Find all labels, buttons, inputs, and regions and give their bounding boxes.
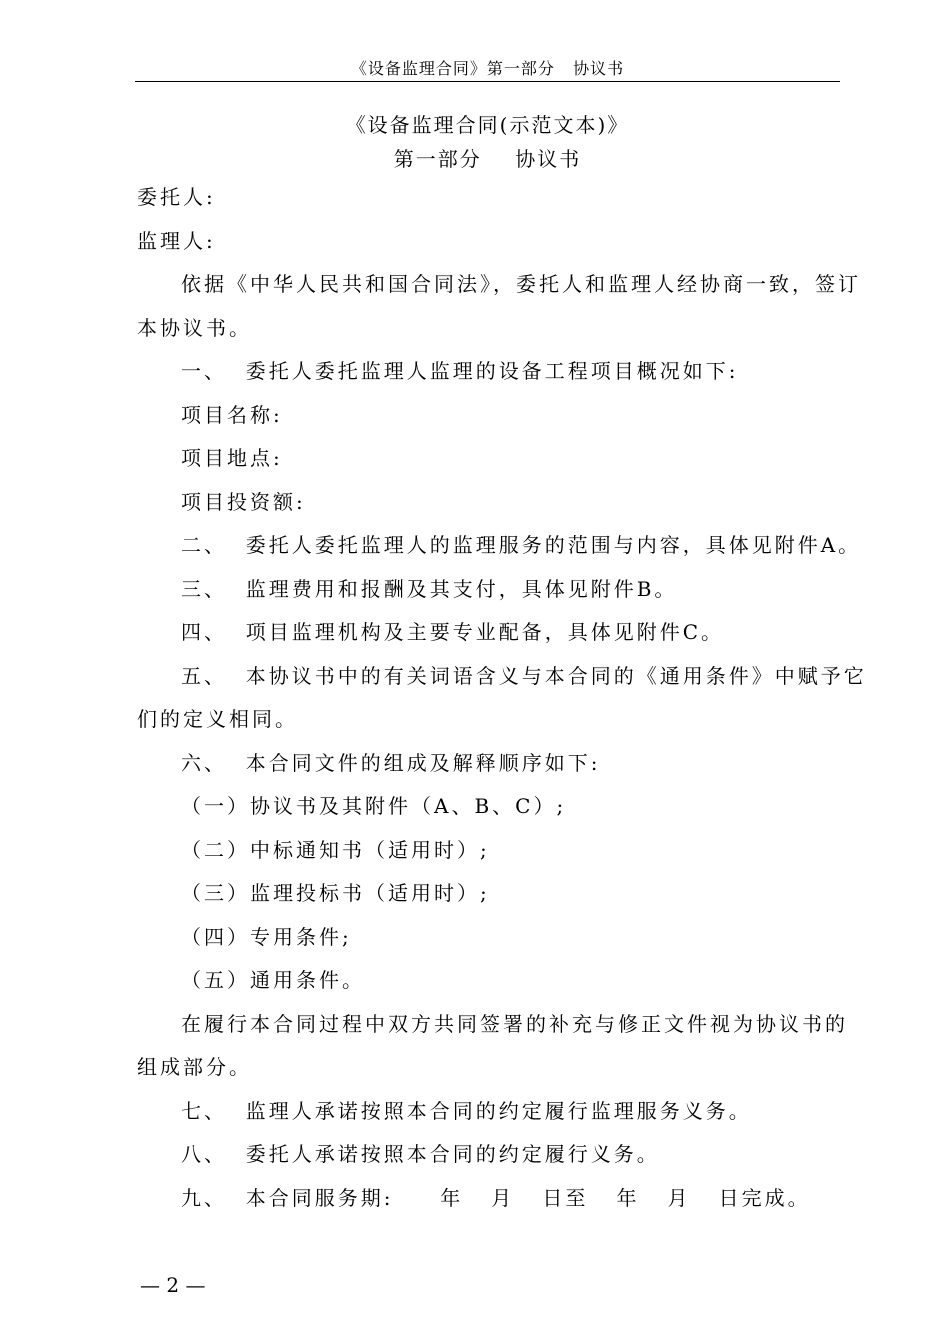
page-number: — 2 — [140, 1273, 206, 1297]
clause-4: 四、 项目监理机构及主要专业配备，具体见附件C。 [181, 620, 725, 644]
document-title: 《设备监理合同(示范文本)》 [345, 113, 630, 137]
document-list-item-4: （四）专用条件; [181, 925, 352, 949]
clause-5-line-1: 五、 本协议书中的有关词语含义与本合同的《通用条件》中赋予它 [181, 664, 867, 688]
supplement-paragraph-line-2: 组成部分。 [137, 1055, 252, 1079]
supplement-paragraph-line-1: 在履行本合同过程中双方共同签署的补充与修正文件视为协议书的 [181, 1012, 848, 1036]
project-location-label: 项目地点: [181, 446, 283, 470]
client-label: 委托人: [137, 185, 216, 209]
document-list-item-2: （二）中标通知书（适用时）; [181, 838, 490, 862]
supervisor-label: 监理人: [137, 229, 216, 253]
document-list-item-1: （一）协议书及其附件（A、B、C）; [181, 794, 567, 818]
clause-3: 三、 监理费用和报酬及其支付，具体见附件B。 [181, 577, 678, 601]
document-list-item-3: （三）监理投标书（适用时）; [181, 881, 490, 905]
clause-2: 二、 委托人委托监理人的监理服务的范围与内容，具体见附件A。 [181, 533, 862, 557]
running-header: 《设备监理合同》第一部分 协议书 [350, 59, 625, 78]
clause-5-line-2: 们的定义相同。 [137, 707, 298, 731]
header-divider [135, 81, 840, 82]
clause-9: 九、 本合同服务期: 年 月 日至 年 月 日完成。 [181, 1186, 811, 1210]
document-subtitle: 第一部分 协议书 [393, 147, 582, 171]
document-list-item-5: （五）通用条件。 [181, 968, 365, 992]
clause-8: 八、 委托人承诺按照本合同的约定履行义务。 [181, 1142, 660, 1166]
project-name-label: 项目名称: [181, 403, 283, 427]
intro-paragraph-line-2: 本协议书。 [137, 316, 252, 340]
clause-1: 一、 委托人委托监理人监理的设备工程项目概况如下: [181, 359, 739, 383]
project-investment-label: 项目投资额: [181, 490, 306, 514]
intro-paragraph-line-1: 依据《中华人民共和国合同法》，委托人和监理人经协商一致，签订 [181, 272, 861, 296]
clause-7: 七、 监理人承诺按照本合同的约定履行监理服务义务。 [181, 1099, 752, 1123]
clause-6: 六、 本合同文件的组成及解释顺序如下: [181, 751, 601, 775]
